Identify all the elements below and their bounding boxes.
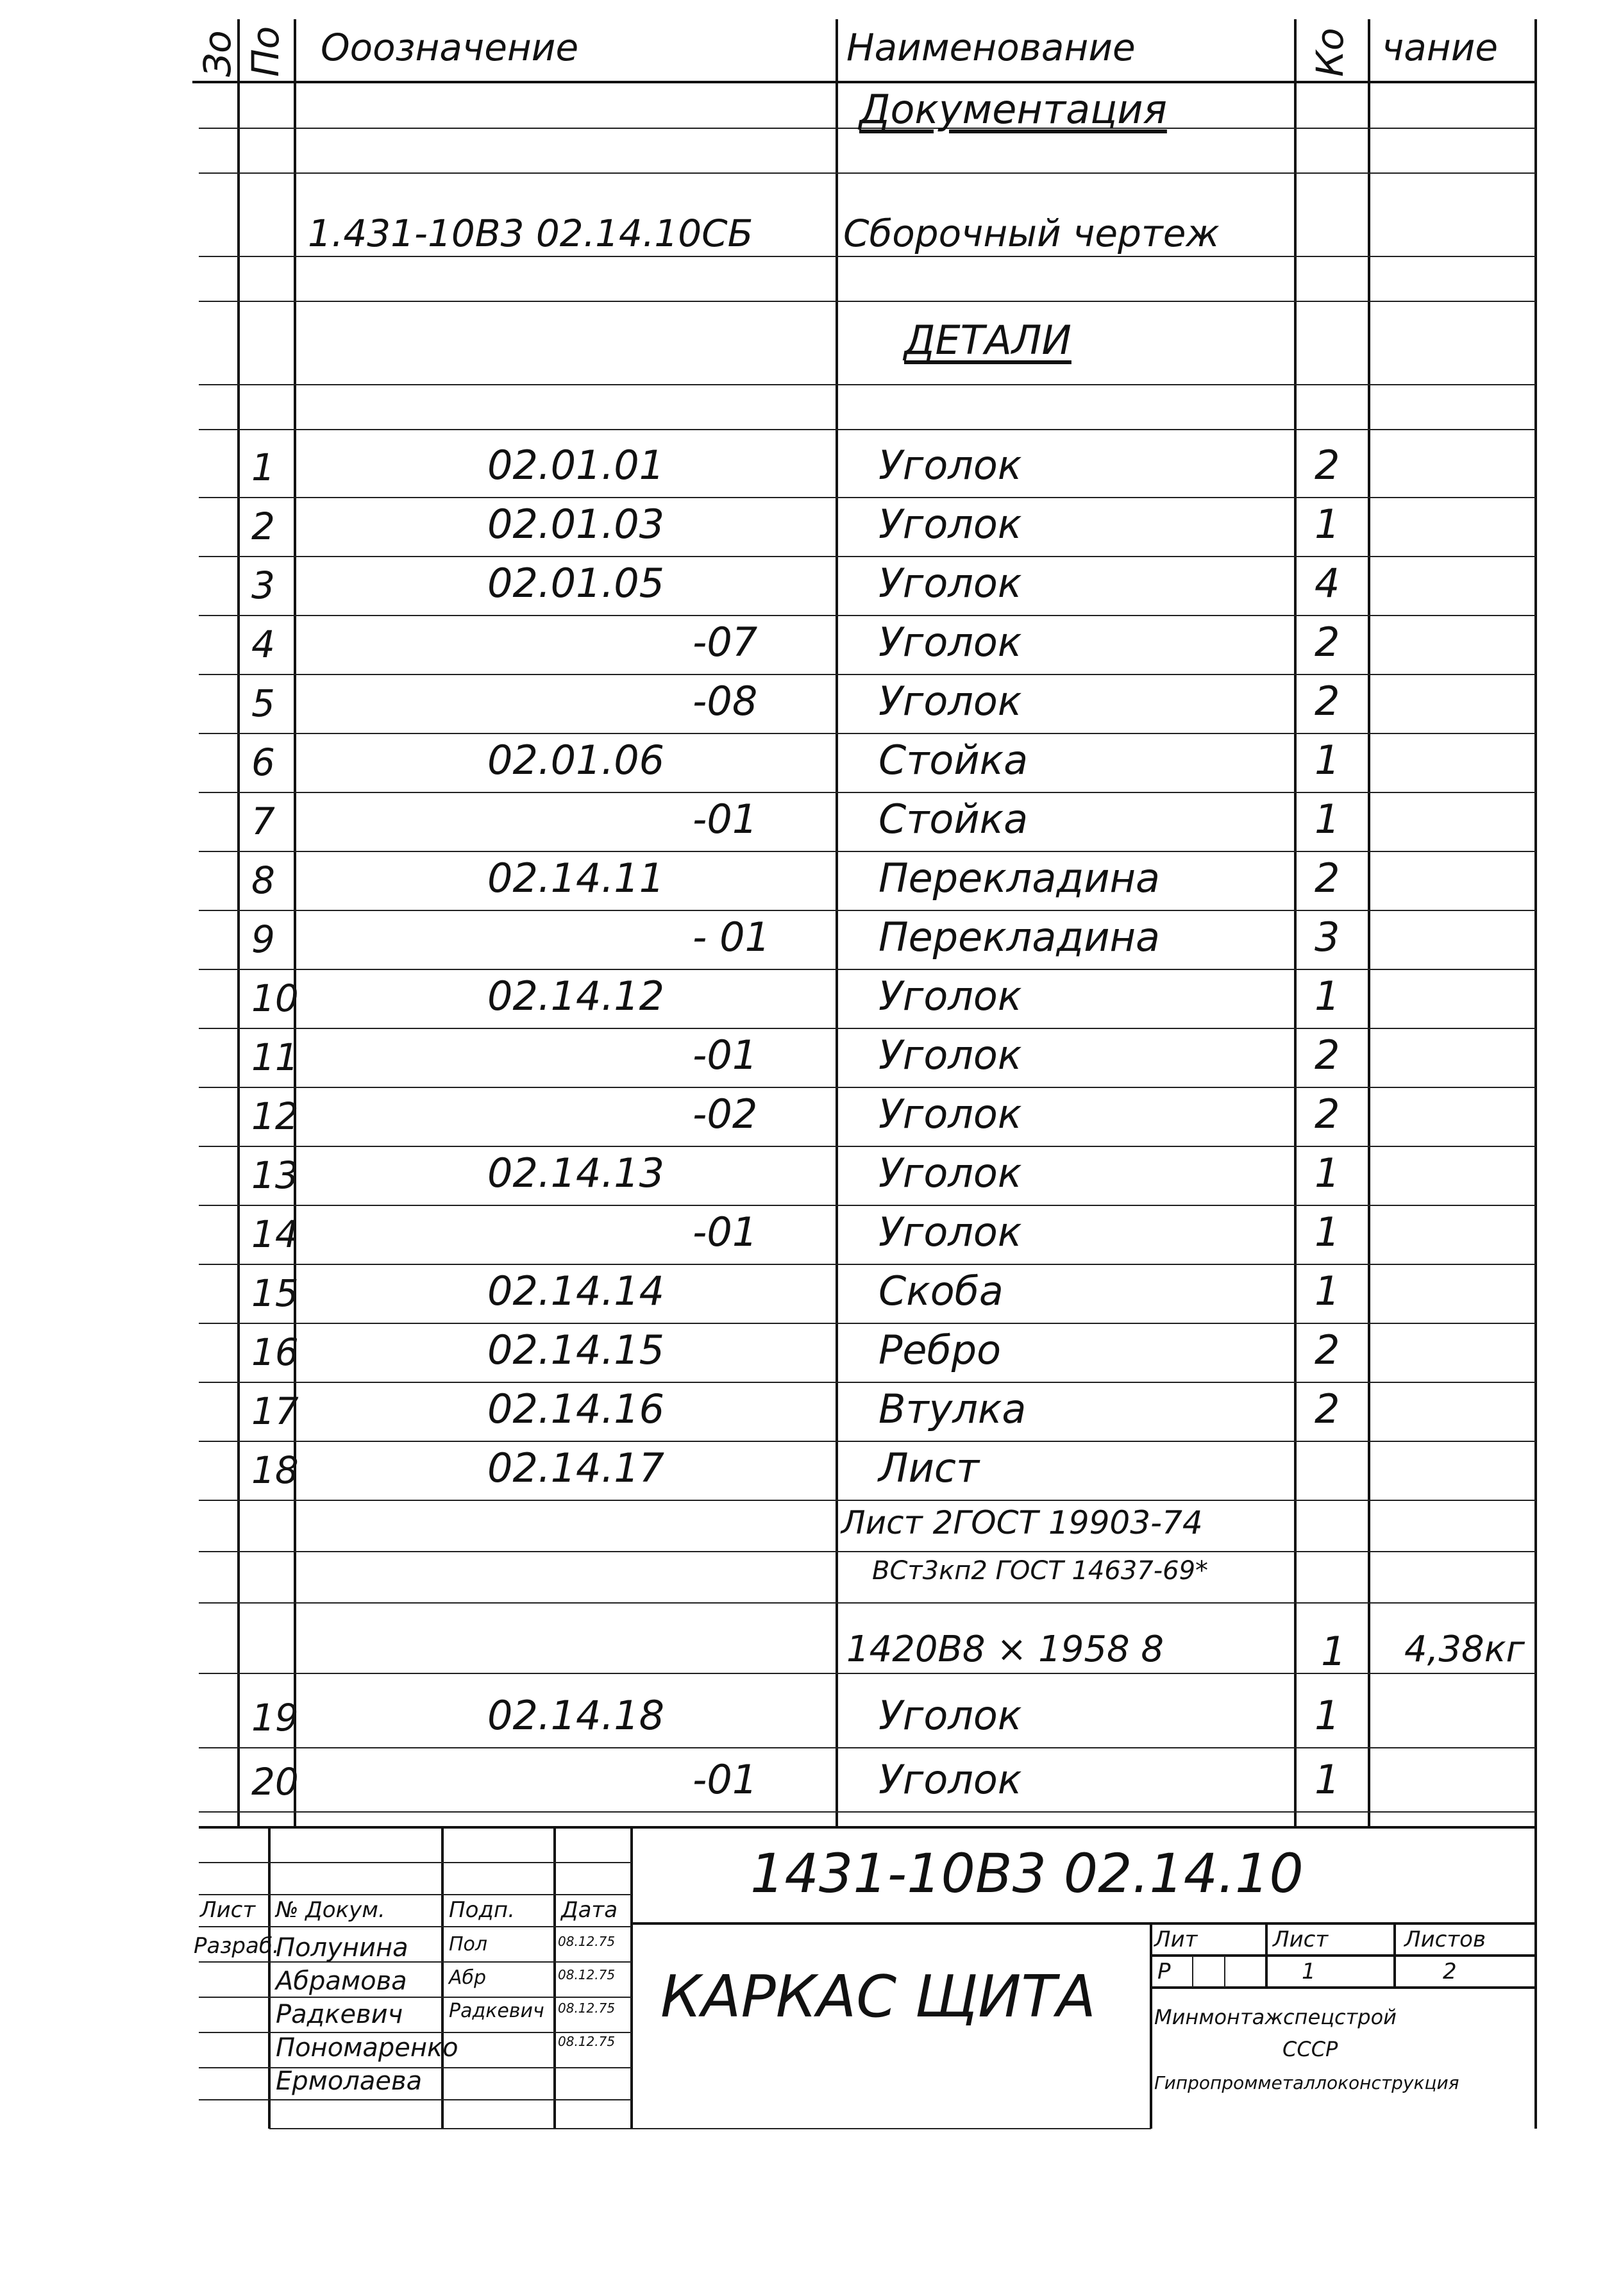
drawing-title: КАРКАС ЩИТА (660, 1963, 1096, 2031)
row-qty: 2 (1315, 678, 1340, 725)
row-designation: 02.01.03 (487, 501, 665, 548)
row-name: Ребро (878, 1327, 1002, 1373)
row-pos: 14 (251, 1212, 299, 1256)
tb-lit-label: Лит (1154, 1927, 1198, 1952)
row-qty: 2 (1315, 1386, 1340, 1432)
header-note: чание (1382, 26, 1499, 69)
row-pos: 19 (251, 1696, 299, 1739)
row-pos: 18 (251, 1448, 299, 1492)
header-pos: По (244, 26, 287, 77)
row-designation: -01 (693, 1032, 758, 1078)
sheet-spec-note: 4,38кг (1404, 1629, 1525, 1670)
row-designation: 02.01.06 (487, 737, 665, 783)
row-designation: - 01 (693, 914, 770, 960)
tb-col-docno: № Докум. (276, 1897, 385, 1923)
row-name: Уголок (878, 1756, 1022, 1803)
row-pos: 7 (251, 800, 275, 843)
tb-sheet-label: Лист (1273, 1927, 1329, 1952)
tb-sheet-value: 1 (1302, 1959, 1316, 1984)
row-qty: 2 (1315, 442, 1340, 489)
row-designation: -01 (693, 1756, 758, 1803)
tb-person-date: 08.12.75 (558, 2034, 616, 2049)
row-qty: 1 (1315, 1209, 1340, 1255)
tb-person-name: Полунина (276, 1933, 408, 1963)
row-qty: 1 (1315, 737, 1340, 783)
row-lines (199, 128, 1536, 1812)
row-qty: 2 (1315, 855, 1340, 901)
row-designation: 02.14.11 (487, 855, 665, 901)
row-designation: 02.14.17 (487, 1445, 665, 1491)
row-name: Уголок (878, 560, 1022, 607)
row-name: Уголок (878, 973, 1022, 1019)
section-details: ДЕТАЛИ (904, 317, 1071, 364)
row-pos: 12 (251, 1094, 299, 1138)
row-designation: 02.14.15 (487, 1327, 665, 1373)
row-designation: 02.14.13 (487, 1150, 665, 1196)
tb-lit-value: Р (1157, 1959, 1171, 1984)
row-name: Перекладина (878, 855, 1161, 901)
tb-sheets-value: 2 (1443, 1959, 1457, 1984)
row-pos: 1 (251, 446, 275, 489)
sheet-spec-line1: Лист 2ГОСТ 19903-74 (841, 1504, 1203, 1541)
row-qty: 1 (1315, 501, 1340, 548)
row-designation: 02.14.14 (487, 1268, 665, 1314)
sheet-spec-qty: 1 (1321, 1628, 1347, 1675)
row-qty: 2 (1315, 1327, 1340, 1373)
tb-person-date: 08.12.75 (558, 2000, 616, 2016)
document-number: 1431-10В3 02.14.10 (750, 1842, 1304, 1905)
row-name: Уголок (878, 1150, 1022, 1196)
doc-designation: 1.431-10В3 02.14.10СБ (308, 212, 753, 255)
row-pos: 13 (251, 1153, 299, 1197)
tb-org-line1: Минмонтажспецстрой (1154, 2005, 1397, 2029)
row-name: Лист (878, 1445, 980, 1491)
row-pos: 16 (251, 1330, 299, 1374)
row-pos: 15 (251, 1271, 299, 1315)
row-designation: -07 (693, 619, 758, 666)
row-pos: 10 (251, 976, 299, 1020)
row-designation: 02.14.18 (487, 1692, 665, 1739)
row-pos: 3 (251, 564, 275, 607)
tb-person-sign: Пол (449, 1933, 488, 1956)
tb-org-line2: СССР (1282, 2037, 1338, 2061)
row-qty: 1 (1315, 1692, 1340, 1739)
row-qty: 2 (1315, 1032, 1340, 1078)
row-qty: 1 (1315, 973, 1340, 1019)
tb-person-name: Пономаренко (276, 2033, 458, 2063)
row-designation: -08 (693, 678, 758, 725)
header-name: Наименование (846, 26, 1136, 69)
tb-person-sign: Абр (449, 1966, 487, 1989)
row-name: Втулка (878, 1386, 1027, 1432)
tb-org-line3: Гипропромметаллоконструкция (1154, 2072, 1459, 2093)
row-qty: 1 (1315, 796, 1340, 842)
row-designation: 02.14.16 (487, 1386, 665, 1432)
header-zone: Зо (196, 30, 239, 77)
row-qty: 3 (1315, 914, 1340, 960)
row-designation: 02.01.05 (487, 560, 665, 607)
row-name: Уголок (878, 1032, 1022, 1078)
row-name: Уголок (878, 1209, 1022, 1255)
sheet-spec-line2: ВСт3кп2 ГОСТ 14637-69* (872, 1556, 1209, 1586)
row-qty: 4 (1315, 560, 1340, 607)
row-pos: 5 (251, 682, 275, 725)
row-pos: 6 (251, 741, 275, 784)
sheet-spec-line3: 1420В8 × 1958 8 (846, 1629, 1164, 1670)
row-name: Уголок (878, 619, 1022, 666)
row-designation: -01 (693, 1209, 758, 1255)
row-qty: 1 (1315, 1150, 1340, 1196)
row-name: Перекладина (878, 914, 1161, 960)
row-designation: 02.14.12 (487, 973, 665, 1019)
row-qty: 2 (1315, 619, 1340, 666)
row-qty: 1 (1315, 1268, 1340, 1314)
row-name: Скоба (878, 1268, 1004, 1314)
row-pos: 9 (251, 918, 275, 961)
row-qty: 1 (1315, 1756, 1340, 1803)
tb-role-dev: Разраб. (194, 1933, 280, 1959)
row-name: Уголок (878, 1091, 1022, 1137)
section-documentation: Документация (859, 86, 1167, 133)
tb-person-name: Ермолаева (276, 2066, 423, 2096)
row-name: Уголок (878, 442, 1022, 489)
tb-person-name: Абрамова (276, 1966, 407, 1996)
tb-person-sign: Радкевич (449, 2000, 544, 2022)
row-pos: 4 (251, 623, 275, 666)
tb-person-name: Радкевич (276, 2000, 403, 2029)
row-name: Уголок (878, 1692, 1022, 1739)
row-name: Уголок (878, 501, 1022, 548)
tb-col-sign: Подп. (449, 1897, 515, 1923)
row-qty: 2 (1315, 1091, 1340, 1137)
row-name: Стойка (878, 737, 1029, 783)
tb-person-date: 08.12.75 (558, 1934, 616, 1949)
row-pos: 2 (251, 505, 275, 548)
tb-col-date: Дата (561, 1897, 618, 1923)
row-designation: 02.01.01 (487, 442, 665, 489)
row-designation: -02 (693, 1091, 758, 1137)
header-qty: Ко (1308, 28, 1352, 77)
row-name: Стойка (878, 796, 1029, 842)
tb-person-date: 08.12.75 (558, 1967, 616, 1982)
header-designation: Ооозначение (321, 26, 579, 69)
row-pos: 20 (251, 1760, 299, 1804)
row-pos: 8 (251, 859, 275, 902)
doc-name: Сборочный чертеж (843, 212, 1220, 255)
row-pos: 17 (251, 1389, 299, 1433)
row-pos: 11 (251, 1035, 299, 1079)
tb-sheets-label: Листов (1404, 1927, 1486, 1952)
tb-col-list: Лист (200, 1897, 256, 1923)
row-name: Уголок (878, 678, 1022, 725)
row-designation: -01 (693, 796, 758, 842)
